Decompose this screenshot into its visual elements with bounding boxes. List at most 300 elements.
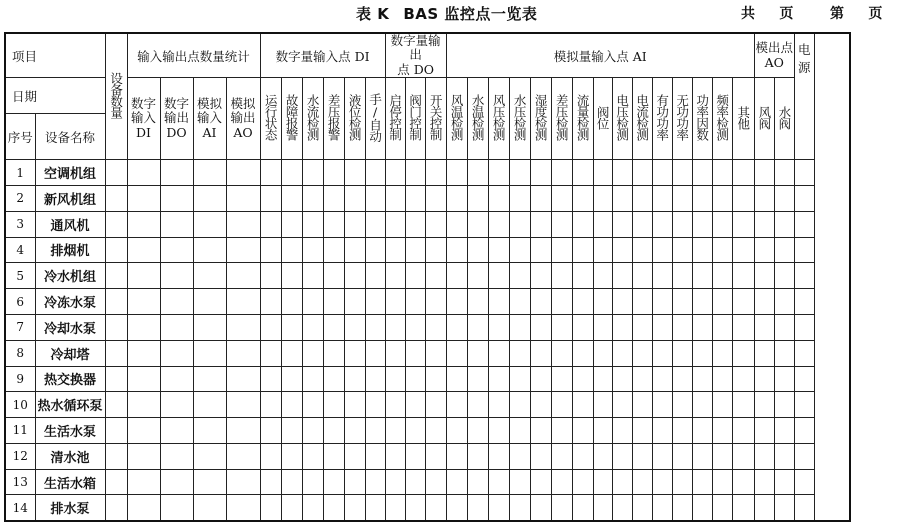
data-cell <box>344 469 365 495</box>
row-number: 6 <box>5 289 35 315</box>
data-cell <box>794 263 814 289</box>
data-cell <box>632 340 652 366</box>
data-cell <box>551 443 572 469</box>
data-cell <box>226 185 260 211</box>
data-cell <box>712 469 732 495</box>
data-cell <box>467 495 488 521</box>
ao-header: 模出点 AO <box>754 33 794 78</box>
data-cell <box>226 469 260 495</box>
data-cell <box>193 392 226 418</box>
data-cell <box>612 469 632 495</box>
data-cell <box>488 418 509 444</box>
data-cell <box>260 469 281 495</box>
table-row <box>5 469 850 495</box>
data-cell <box>794 314 814 340</box>
row-number: 1 <box>5 160 35 186</box>
data-cell <box>425 289 446 315</box>
do-header: 数字量输出 点 DO <box>385 33 446 78</box>
data-cell <box>692 340 712 366</box>
data-cell <box>323 211 344 237</box>
data-cell <box>551 263 572 289</box>
data-cell <box>572 443 593 469</box>
data-cell <box>672 366 692 392</box>
data-cell <box>425 366 446 392</box>
row-number: 12 <box>5 443 35 469</box>
data-cell <box>193 366 226 392</box>
item-header: 项目 <box>5 33 105 78</box>
data-cell <box>446 495 467 521</box>
data-cell <box>774 340 794 366</box>
data-cell <box>572 185 593 211</box>
data-cell <box>385 418 405 444</box>
data-cell <box>302 160 323 186</box>
data-cell <box>732 443 754 469</box>
data-cell <box>160 366 193 392</box>
data-cell <box>612 211 632 237</box>
io-stats-header: 输入输出点数量统计 <box>127 33 260 78</box>
ai-col-13: 频率检测 <box>712 78 732 160</box>
device-name-cell: 通风机 <box>35 211 105 237</box>
data-cell <box>226 366 260 392</box>
data-cell <box>425 495 446 521</box>
data-cell <box>193 211 226 237</box>
device-count-header: 设备数量 <box>105 33 127 160</box>
row-number: 5 <box>5 263 35 289</box>
data-cell <box>193 185 226 211</box>
data-cell <box>593 160 612 186</box>
data-cell <box>365 289 385 315</box>
data-cell <box>692 443 712 469</box>
data-cell <box>446 237 467 263</box>
ai-col-4: 湿度检测 <box>530 78 551 160</box>
data-cell <box>754 160 774 186</box>
data-cell <box>551 392 572 418</box>
data-cell <box>530 392 551 418</box>
data-cell <box>572 160 593 186</box>
data-cell <box>488 211 509 237</box>
data-cell <box>488 340 509 366</box>
data-cell <box>530 211 551 237</box>
data-cell <box>105 237 127 263</box>
data-cell <box>446 340 467 366</box>
data-cell <box>672 211 692 237</box>
data-cell <box>632 366 652 392</box>
data-cell <box>160 160 193 186</box>
data-cell <box>551 289 572 315</box>
data-cell <box>160 314 193 340</box>
data-cell <box>281 185 302 211</box>
data-cell <box>572 418 593 444</box>
data-cell <box>281 289 302 315</box>
data-cell <box>193 340 226 366</box>
data-cell <box>530 289 551 315</box>
data-cell <box>612 495 632 521</box>
data-cell <box>593 495 612 521</box>
total-pages-label: 共 页 <box>741 6 794 22</box>
data-cell <box>425 160 446 186</box>
data-cell <box>344 495 365 521</box>
data-cell <box>425 211 446 237</box>
data-cell <box>774 366 794 392</box>
data-cell <box>385 314 405 340</box>
data-cell <box>488 392 509 418</box>
data-cell <box>572 211 593 237</box>
data-cell <box>488 237 509 263</box>
data-cell <box>226 443 260 469</box>
ai-col-14: 其他 <box>732 78 754 160</box>
table-row <box>5 443 850 469</box>
data-cell <box>732 185 754 211</box>
data-cell <box>572 263 593 289</box>
data-cell <box>572 366 593 392</box>
data-cell <box>572 237 593 263</box>
data-cell <box>425 263 446 289</box>
data-cell <box>632 418 652 444</box>
data-cell <box>260 185 281 211</box>
data-cell <box>774 418 794 444</box>
data-cell <box>127 469 160 495</box>
data-cell <box>774 443 794 469</box>
data-cell <box>127 392 160 418</box>
data-cell <box>692 366 712 392</box>
data-cell <box>302 392 323 418</box>
data-cell <box>160 263 193 289</box>
data-cell <box>530 495 551 521</box>
ai-col-9: 电流检测 <box>632 78 652 160</box>
ai-col-6: 流量检测 <box>572 78 593 160</box>
data-cell <box>632 160 652 186</box>
data-cell <box>365 237 385 263</box>
data-cell <box>226 211 260 237</box>
data-cell <box>732 160 754 186</box>
data-cell <box>226 160 260 186</box>
data-cell <box>446 366 467 392</box>
data-cell <box>632 469 652 495</box>
device-name-cell: 排水泵 <box>35 495 105 521</box>
data-cell <box>467 366 488 392</box>
data-cell <box>385 366 405 392</box>
data-cell <box>652 418 672 444</box>
data-cell <box>488 314 509 340</box>
data-cell <box>712 160 732 186</box>
data-cell <box>405 469 425 495</box>
data-cell <box>281 469 302 495</box>
data-cell <box>193 263 226 289</box>
data-cell <box>632 314 652 340</box>
data-cell <box>612 263 632 289</box>
data-cell <box>446 160 467 186</box>
data-cell <box>160 443 193 469</box>
data-cell <box>344 185 365 211</box>
data-cell <box>446 263 467 289</box>
row-number: 13 <box>5 469 35 495</box>
ai-col-11: 无功功率 <box>672 78 692 160</box>
data-cell <box>712 314 732 340</box>
ao-col-1: 水阀 <box>774 78 794 160</box>
data-cell <box>632 289 652 315</box>
data-cell <box>260 211 281 237</box>
data-cell <box>344 392 365 418</box>
data-cell <box>652 340 672 366</box>
table-row <box>5 289 850 315</box>
data-cell <box>193 160 226 186</box>
data-cell <box>572 495 593 521</box>
data-cell <box>160 211 193 237</box>
data-cell <box>530 237 551 263</box>
data-cell <box>692 469 712 495</box>
di-col-0: 运行状态 <box>260 78 281 160</box>
data-cell <box>652 160 672 186</box>
data-cell <box>593 185 612 211</box>
data-cell <box>652 289 672 315</box>
data-cell <box>632 237 652 263</box>
data-cell <box>467 160 488 186</box>
data-cell <box>385 495 405 521</box>
data-cell <box>488 160 509 186</box>
data-cell <box>530 160 551 186</box>
data-cell <box>302 469 323 495</box>
data-cell <box>260 160 281 186</box>
data-cell <box>612 185 632 211</box>
data-cell <box>127 185 160 211</box>
data-cell <box>530 443 551 469</box>
data-cell <box>365 160 385 186</box>
power-header: 电源 <box>794 33 814 160</box>
table-row <box>5 237 850 263</box>
data-cell <box>302 263 323 289</box>
data-cell <box>323 314 344 340</box>
ao-col-0: 风阀 <box>754 78 774 160</box>
data-cell <box>530 469 551 495</box>
data-cell <box>754 185 774 211</box>
data-cell <box>405 418 425 444</box>
data-cell <box>754 495 774 521</box>
data-cell <box>344 443 365 469</box>
data-cell <box>794 160 814 186</box>
data-cell <box>323 289 344 315</box>
data-cell <box>385 185 405 211</box>
data-cell <box>652 366 672 392</box>
data-cell <box>692 418 712 444</box>
data-cell <box>105 160 127 186</box>
data-cell <box>672 263 692 289</box>
data-cell <box>732 237 754 263</box>
data-cell <box>160 418 193 444</box>
data-cell <box>672 160 692 186</box>
ai-col-8: 电压检测 <box>612 78 632 160</box>
data-cell <box>127 314 160 340</box>
data-cell <box>193 443 226 469</box>
row-number: 4 <box>5 237 35 263</box>
data-cell <box>632 443 652 469</box>
data-cell <box>446 443 467 469</box>
data-cell <box>509 289 530 315</box>
data-cell <box>774 495 794 521</box>
do-col-2: 开关控制 <box>425 78 446 160</box>
data-cell <box>652 237 672 263</box>
data-cell <box>405 495 425 521</box>
data-cell <box>732 211 754 237</box>
io-col-2: 模拟 输入 AI <box>193 78 226 160</box>
data-cell <box>732 366 754 392</box>
data-cell <box>754 289 774 315</box>
data-cell <box>323 160 344 186</box>
data-cell <box>551 418 572 444</box>
data-cell <box>551 495 572 521</box>
data-cell <box>323 392 344 418</box>
data-cell <box>226 237 260 263</box>
data-cell <box>672 443 692 469</box>
table-title-text: BAS 监控点一览表 <box>403 5 538 23</box>
data-cell <box>593 443 612 469</box>
data-cell <box>105 418 127 444</box>
row-number: 2 <box>5 185 35 211</box>
data-cell <box>488 469 509 495</box>
data-cell <box>105 495 127 521</box>
di-col-1: 故障报警 <box>281 78 302 160</box>
data-cell <box>105 185 127 211</box>
row-number: 9 <box>5 366 35 392</box>
device-name-cell: 热水循环泵 <box>35 392 105 418</box>
device-name-cell: 清水池 <box>35 443 105 469</box>
di-col-2: 水流检测 <box>302 78 323 160</box>
data-cell <box>467 289 488 315</box>
data-cell <box>105 263 127 289</box>
data-cell <box>467 392 488 418</box>
data-cell <box>302 443 323 469</box>
data-cell <box>405 392 425 418</box>
data-cell <box>127 263 160 289</box>
data-cell <box>193 418 226 444</box>
data-cell <box>260 314 281 340</box>
data-cell <box>127 160 160 186</box>
data-cell <box>632 185 652 211</box>
data-cell <box>365 495 385 521</box>
data-cell <box>672 340 692 366</box>
data-cell <box>612 160 632 186</box>
data-cell <box>530 263 551 289</box>
device-name-cell: 热交换器 <box>35 366 105 392</box>
data-cell <box>551 314 572 340</box>
data-cell <box>226 263 260 289</box>
data-cell <box>160 469 193 495</box>
data-cell <box>712 237 732 263</box>
di-col-3: 差压报警 <box>323 78 344 160</box>
data-cell <box>794 418 814 444</box>
di-col-5: 手/自动 <box>365 78 385 160</box>
data-cell <box>612 392 632 418</box>
table-row <box>5 211 850 237</box>
data-cell <box>281 495 302 521</box>
data-cell <box>794 340 814 366</box>
data-cell <box>425 185 446 211</box>
row-number: 8 <box>5 340 35 366</box>
data-cell <box>488 495 509 521</box>
ai-col-2: 风压检测 <box>488 78 509 160</box>
do-col-0: 启停控制 <box>385 78 405 160</box>
data-cell <box>509 263 530 289</box>
data-cell <box>509 366 530 392</box>
data-cell <box>105 443 127 469</box>
data-cell <box>754 443 774 469</box>
data-cell <box>652 211 672 237</box>
data-cell <box>281 443 302 469</box>
data-cell <box>405 443 425 469</box>
table-title <box>356 3 537 24</box>
data-cell <box>754 340 774 366</box>
data-cell <box>105 314 127 340</box>
data-cell <box>774 211 794 237</box>
page-number-label: 第 页 <box>830 6 883 22</box>
data-cell <box>365 418 385 444</box>
data-cell <box>260 366 281 392</box>
data-cell <box>105 289 127 315</box>
data-cell <box>509 185 530 211</box>
data-cell <box>344 211 365 237</box>
data-cell <box>612 443 632 469</box>
data-cell <box>365 392 385 418</box>
data-cell <box>593 289 612 315</box>
data-cell <box>732 340 754 366</box>
data-cell <box>612 237 632 263</box>
data-cell <box>405 211 425 237</box>
data-cell <box>302 418 323 444</box>
data-cell <box>281 418 302 444</box>
data-cell <box>385 392 405 418</box>
data-cell <box>226 495 260 521</box>
data-cell <box>127 289 160 315</box>
row-number: 3 <box>5 211 35 237</box>
data-cell <box>652 495 672 521</box>
row-number: 10 <box>5 392 35 418</box>
data-cell <box>385 443 405 469</box>
data-cell <box>754 263 774 289</box>
data-cell <box>712 263 732 289</box>
data-cell <box>127 340 160 366</box>
ai-col-10: 有功功率 <box>652 78 672 160</box>
data-cell <box>572 289 593 315</box>
data-cell <box>365 211 385 237</box>
data-cell <box>446 211 467 237</box>
data-cell <box>632 392 652 418</box>
data-cell <box>193 289 226 315</box>
data-cell <box>794 211 814 237</box>
data-cell <box>712 366 732 392</box>
device-name-cell: 冷却水泵 <box>35 314 105 340</box>
row-number: 14 <box>5 495 35 521</box>
data-cell <box>446 185 467 211</box>
data-cell <box>260 289 281 315</box>
data-cell <box>652 185 672 211</box>
io-col-3: 模拟 输出 AO <box>226 78 260 160</box>
data-cell <box>774 314 794 340</box>
data-cell <box>260 392 281 418</box>
data-cell <box>712 185 732 211</box>
data-cell <box>794 469 814 495</box>
data-cell <box>488 185 509 211</box>
data-cell <box>712 340 732 366</box>
data-cell <box>774 263 794 289</box>
data-cell <box>365 469 385 495</box>
data-cell <box>385 211 405 237</box>
ai-col-7: 阀位 <box>593 78 612 160</box>
data-cell <box>425 340 446 366</box>
data-cell <box>281 263 302 289</box>
device-name-header: 设备名称 <box>35 114 105 160</box>
data-cell <box>774 392 794 418</box>
data-cell <box>344 237 365 263</box>
data-cell <box>612 314 632 340</box>
